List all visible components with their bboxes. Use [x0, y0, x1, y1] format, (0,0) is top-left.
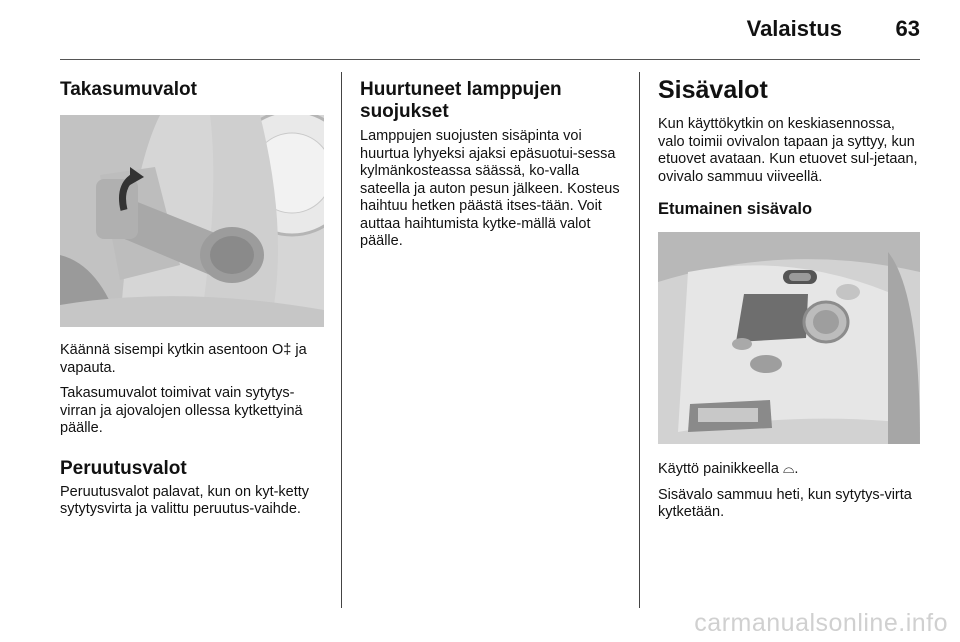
- stalk-switch-photo: [60, 115, 324, 327]
- heading-rear-fog-lights: Takasumuvalot: [60, 79, 197, 100]
- column-divider-right: [639, 72, 640, 608]
- interior-lights-text: Kun käyttökytkin on keskiasennossa, valo toimii ovivalon tapaan ja syttyy, kun etuovet avataan. Kun etuovet sul-jetaan, ovivalo sammuu viiveellä.: [658, 116, 918, 185]
- usage-text-start: Käyttö painikkeella: [658, 461, 783, 477]
- heading-reversing-lights: Peruutusvalot: [60, 457, 187, 479]
- rear-fog-note: Takasumuvalot toimivat vain sytytys-virran ja ajovalojen ollessa kytkettyinä päälle.: [60, 385, 303, 436]
- rear-fog-text-start: Käännä sisempi kytkin asentoon: [60, 342, 272, 358]
- header-rule: [60, 59, 920, 60]
- column-fogged-lamp-covers: [360, 72, 626, 251]
- fogged-covers-text: Lamppujen suojusten sisäpinta voi huurtua lyhyeksi ajaksi epäsuotui-sessa kylmänkosteassa säässä, ko-valla sateella ja auton pesun jälkeen. Kosteus haihtuu hetken päästä itses-tään. Voit auttaa haihtumista kytke-mällä valot päälle.: [360, 128, 620, 249]
- courtesy-light-off-note: Sisävalo sammuu heti, kun sytytys-virta kytketään.: [658, 486, 912, 520]
- page-number: 63: [895, 16, 920, 41]
- watermark: carmanualsonline.info: [694, 609, 948, 637]
- usage-text-end: .: [794, 461, 799, 477]
- page-header: [0, 0, 960, 62]
- column-rear-fog-lights: [60, 72, 324, 519]
- heading-front-courtesy-light: Etumainen sisävalo: [658, 200, 813, 218]
- interior-light-icon: ⌓: [782, 461, 795, 477]
- rear-fog-instruction: [60, 342, 324, 377]
- reversing-lights-text: Peruutusvalot palavat, kun on kyt-ketty sytytysvirta ja valittu peruutus-vaihde.: [60, 483, 310, 517]
- column-divider-left: [341, 72, 342, 608]
- courtesy-light-usage: [658, 461, 922, 479]
- courtesy-light-photo: [658, 232, 920, 444]
- heading-interior-lights: Sisävalot: [658, 76, 768, 104]
- rear-fog-lamp-icon: O‡: [272, 342, 292, 358]
- column-interior-lights: [658, 72, 922, 522]
- rear-fog-text-end: ja vapauta.: [60, 342, 307, 376]
- heading-fogged-lamp-covers: Huurtuneet lamppujen suojukset: [360, 79, 562, 122]
- section-title: Valaistus: [746, 16, 842, 41]
